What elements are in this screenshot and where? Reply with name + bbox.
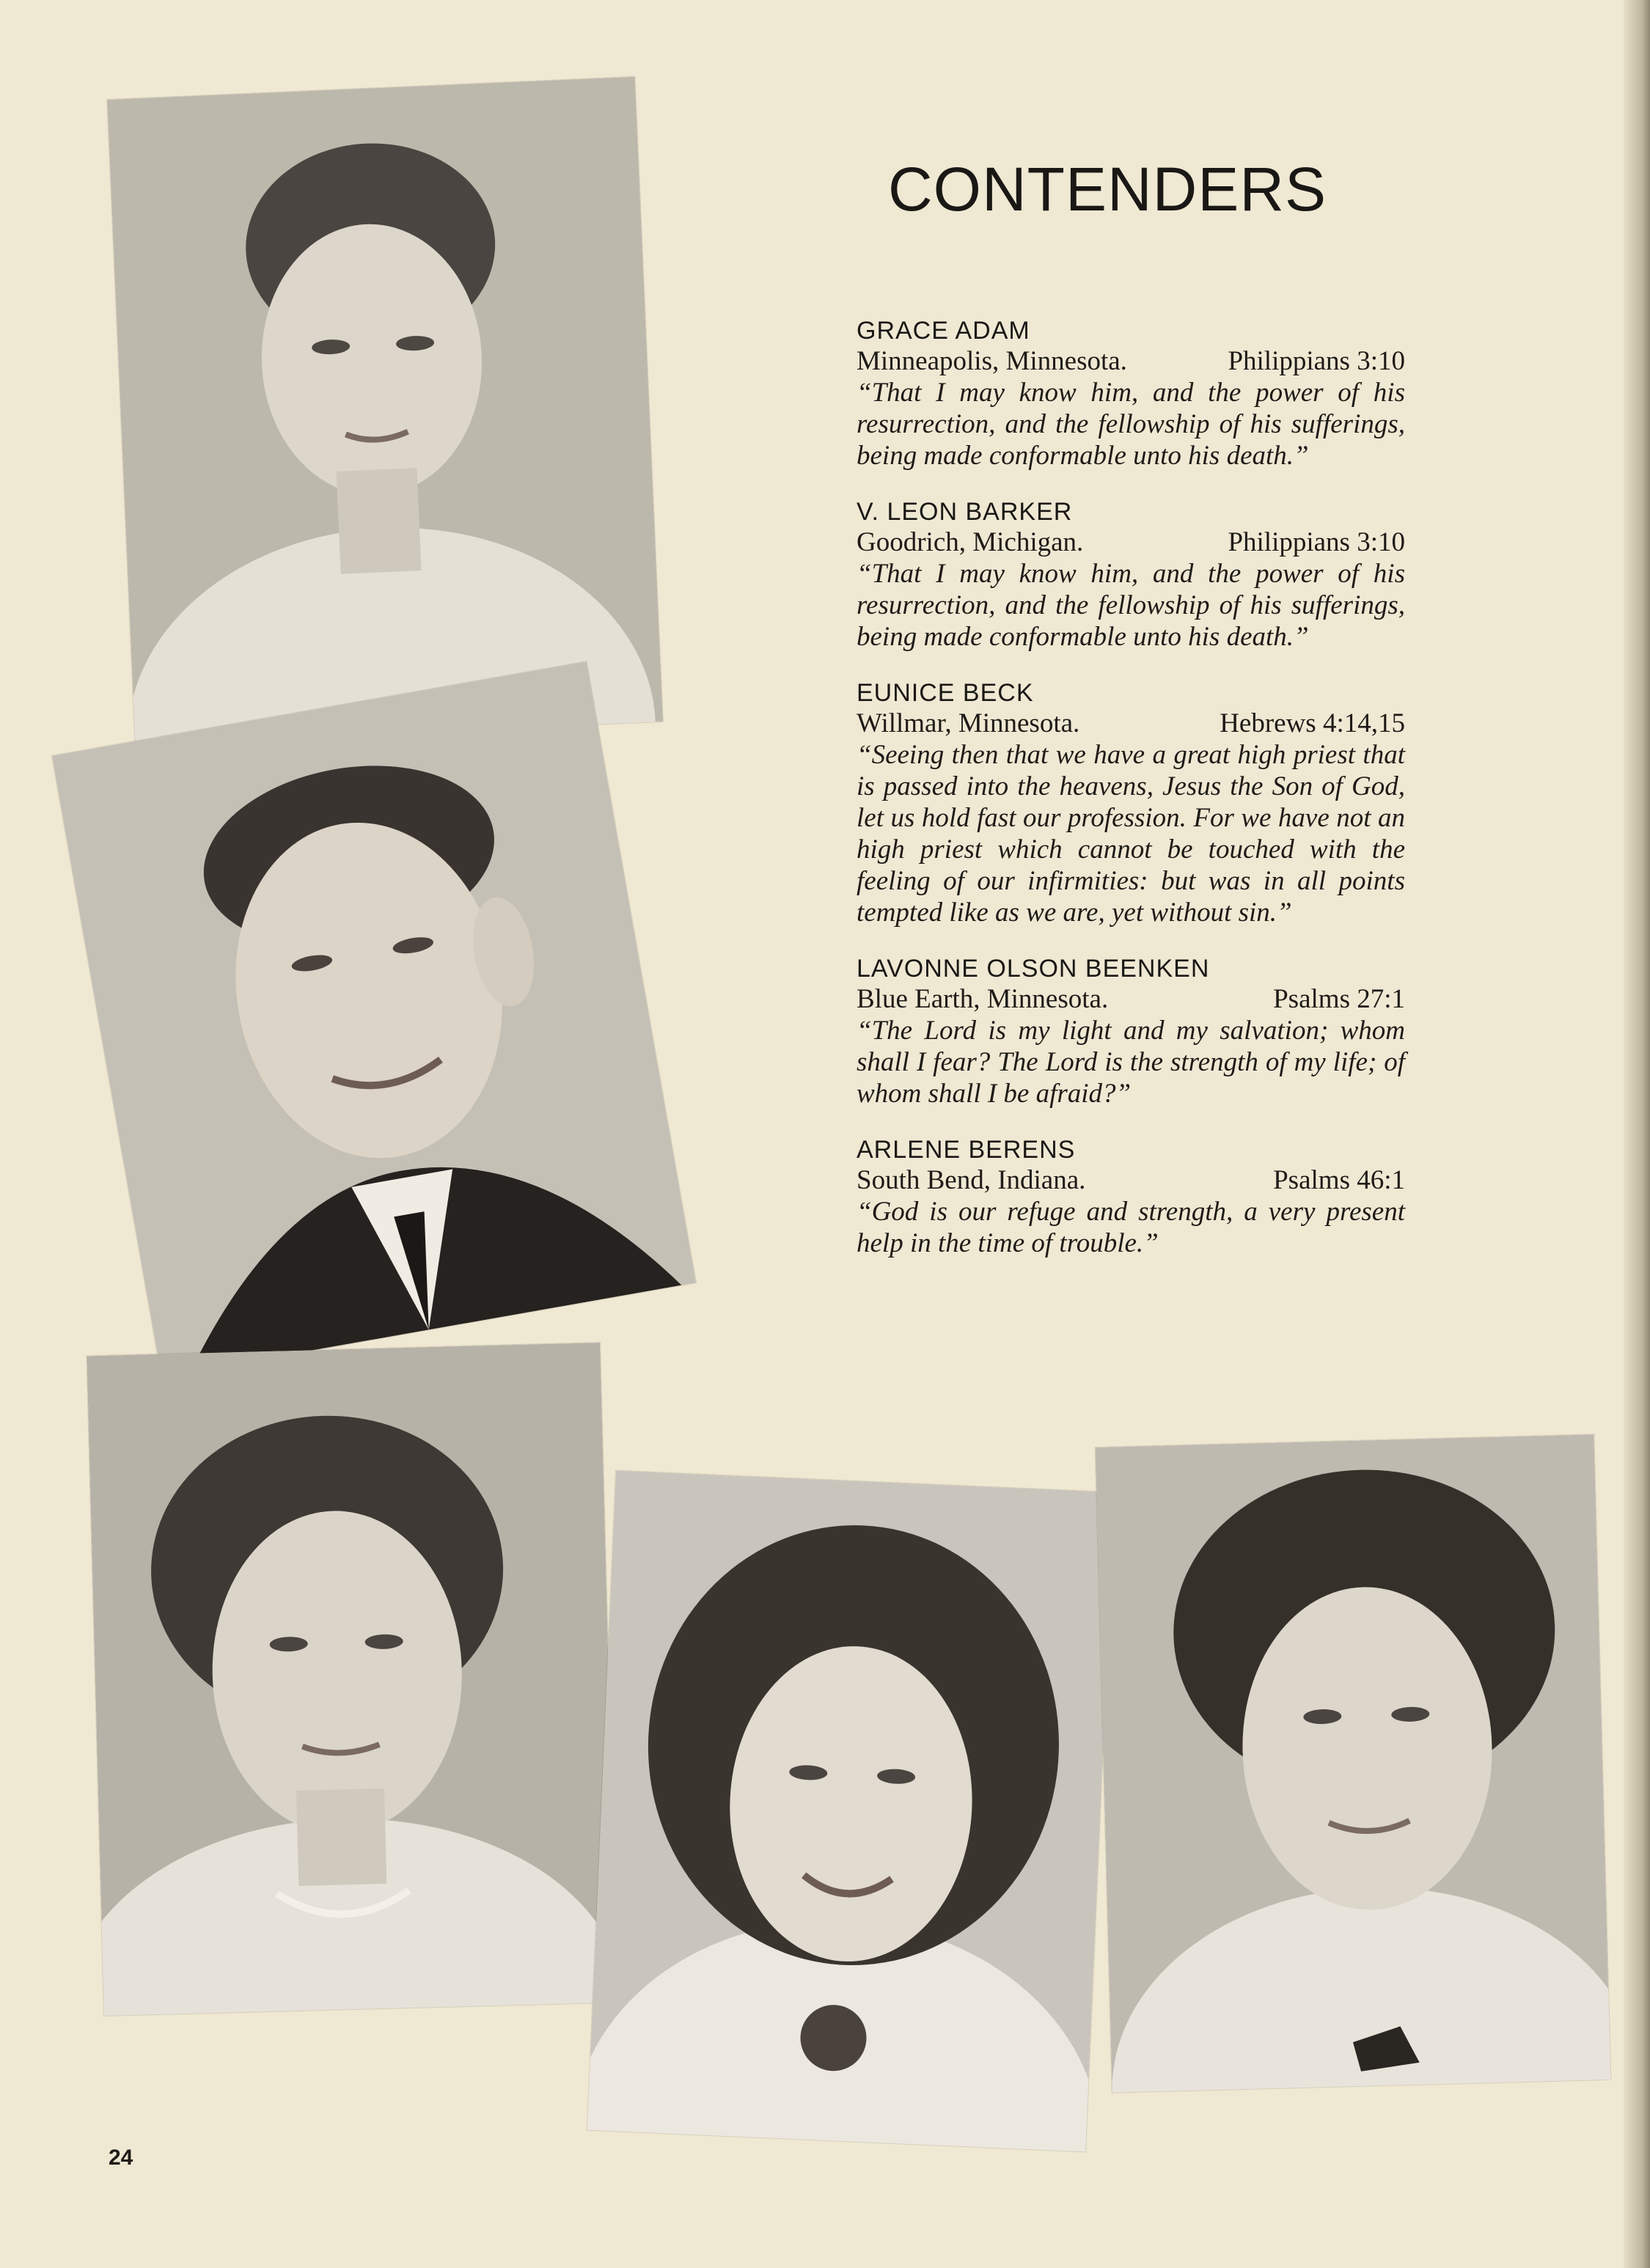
scripture-reference: Philippians 3:10 (1228, 346, 1405, 376)
contender-meta (857, 527, 1405, 558)
contender-hometown: Minneapolis, Minnesota. (857, 346, 1127, 376)
page-edge-shadow (1624, 0, 1650, 2268)
contender-hometown: Willmar, Minnesota. (857, 708, 1080, 738)
contender-meta (857, 346, 1405, 377)
scripture-verse: “God is our refuge and strength, a very present help in the time of trouble.” (857, 1197, 1405, 1258)
contender-name: ARLENE BERENS (857, 1136, 1076, 1164)
portrait-photo (107, 77, 663, 745)
scripture-verse: “The Lord is my light and my salvation; whom shall I fear? The Lord is the strength of my life; of whom shall I be afraid?” (857, 1016, 1405, 1109)
contender-meta (857, 1165, 1405, 1196)
scripture-verse: “That I may know him, and the power of his resurrection, and the fellowship of his sufferings, being made conformable unto his death.” (857, 378, 1405, 471)
contender-meta (857, 984, 1405, 1015)
contender-name: LAVONNE OLSON BEENKEN (857, 955, 1210, 983)
scripture-reference: Hebrews 4:14,15 (1220, 708, 1405, 738)
contender-entry (857, 496, 1405, 653)
contender-hometown: South Bend, Indiana. (857, 1165, 1086, 1195)
contender-entry (857, 315, 1405, 471)
portrait-photo (1096, 1434, 1611, 2092)
portrait-photo (587, 1471, 1115, 2152)
contender-entry (857, 1134, 1405, 1259)
scripture-verse: “That I may know him, and the power of his resurrection, and the fellowship of his sufferings, being made conformable unto his death.” (857, 559, 1405, 652)
contender-list (857, 315, 1405, 1284)
contender-entry (857, 678, 1405, 928)
contender-meta (857, 708, 1405, 739)
contender-name: EUNICE BECK (857, 679, 1034, 707)
contender-name: V. LEON BARKER (857, 498, 1073, 526)
contender-hometown: Goodrich, Michigan. (857, 527, 1084, 557)
scripture-reference: Psalms 46:1 (1273, 1165, 1405, 1195)
contender-entry (857, 953, 1405, 1109)
page-number: 24 (109, 2146, 133, 2170)
portrait-photo (52, 661, 696, 1376)
page-title: CONTENDERS (887, 155, 1327, 224)
scripture-verse: “Seeing then that we have a great high priest that is passed into the heavens, Jesus the Son of God, let us hold fast our profession. For we have not an high priest which cannot be touched with the feeling of our infirmities: but was in all points tempted like as we are, yet without sin.” (857, 740, 1405, 928)
contender-hometown: Blue Earth, Minnesota. (857, 984, 1109, 1014)
scripture-reference: Philippians 3:10 (1228, 527, 1405, 557)
contender-name: GRACE ADAM (857, 317, 1030, 345)
scripture-reference: Psalms 27:1 (1273, 984, 1405, 1014)
portrait-photo (87, 1343, 617, 2016)
